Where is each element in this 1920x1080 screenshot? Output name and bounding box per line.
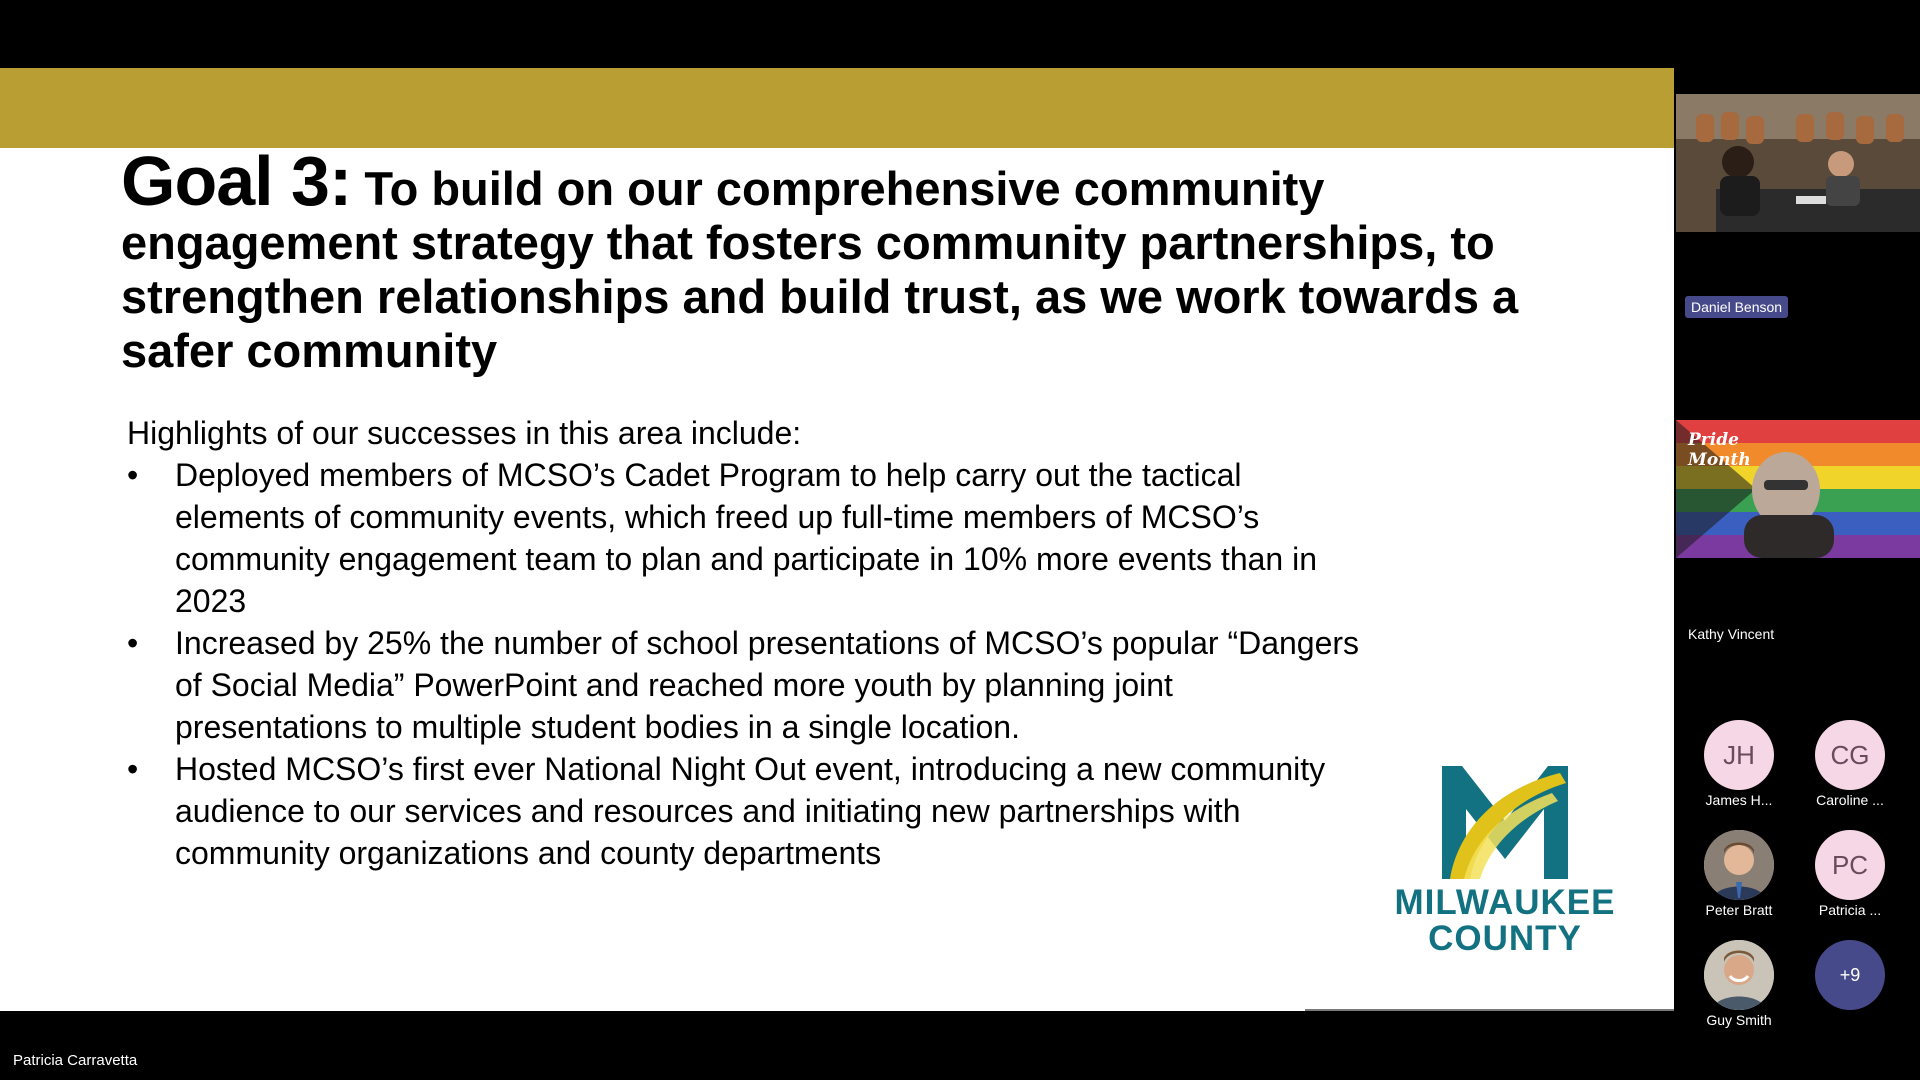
- bullet-text: Hosted MCSO’s first ever National Night Out event, introducing a new community audience to our services and resources and initiating new partnerships with community organizations and county departments: [175, 751, 1326, 871]
- goal-label: Goal 3:: [121, 142, 352, 220]
- avatar: [1704, 830, 1774, 900]
- avatar: PC: [1815, 830, 1885, 900]
- presenter-name-label: Patricia Carravetta: [13, 1052, 138, 1069]
- avatar: [1704, 940, 1774, 1010]
- bullet-icon: •: [127, 625, 139, 661]
- participant-tile[interactable]: [1795, 720, 1905, 808]
- participant-name: James H...: [1705, 792, 1773, 808]
- pride-month-overlay: [1688, 430, 1751, 470]
- participant-name: Caroline ...: [1816, 792, 1884, 808]
- participant-tile[interactable]: [1684, 940, 1794, 1028]
- participant-video-tile[interactable]: [1676, 94, 1920, 232]
- bullet-icon: •: [127, 457, 139, 493]
- participant-video-tile[interactable]: [1676, 420, 1920, 558]
- list-item: [127, 622, 1367, 748]
- participant-name-badge: Daniel Benson: [1685, 296, 1788, 318]
- participant-tile[interactable]: [1684, 830, 1794, 918]
- logo-line1: MILWAUKEE: [1394, 883, 1616, 922]
- overlay-line: Pride: [1688, 430, 1739, 450]
- slide-divider: [1305, 1009, 1674, 1011]
- bullet-text: Deployed members of MCSO’s Cadet Program to help carry out the tactical elements of community events, which freed up full-time members of MCSO’s community engagement team to plan and participate in 10% more events than in 2023: [175, 457, 1317, 619]
- participant-name: Peter Bratt: [1705, 902, 1773, 918]
- logo-line2: COUNTY: [1428, 919, 1582, 958]
- bullet-icon: •: [127, 751, 139, 787]
- person-photo-icon: [1704, 940, 1774, 1010]
- overlay-line: Month: [1688, 450, 1751, 470]
- participant-name-label: Kathy Vincent: [1688, 626, 1775, 642]
- shared-slide: [0, 68, 1674, 1011]
- county-m-icon: [1380, 761, 1630, 886]
- video-feed-icon: [1676, 94, 1920, 232]
- participant-name: Patricia ...: [1818, 902, 1882, 918]
- highlights-intro: Highlights of our successes in this area include:: [127, 415, 802, 451]
- more-participants-count: +9: [1815, 940, 1885, 1010]
- participant-tile[interactable]: [1795, 830, 1905, 918]
- person-photo-icon: [1704, 830, 1774, 900]
- slide-header-band: [0, 68, 1674, 148]
- slide-title: [121, 142, 1581, 378]
- avatar: JH: [1704, 720, 1774, 790]
- milwaukee-county-logo: [1380, 761, 1630, 961]
- participants-panel: [1674, 0, 1920, 1080]
- goal-text: To build on our comprehensive community engagement strategy that fosters community partnerships, to strengthen relationships and build trust, as we work towards a safer community: [121, 162, 1519, 377]
- more-participants-button[interactable]: [1795, 940, 1905, 1020]
- bullet-text: Increased by 25% the number of school presentations of MCSO’s popular “Dangers of Social Media” PowerPoint and reached more youth by planning joint presentations to multiple student bodies in a single location.: [175, 625, 1360, 745]
- list-item: [127, 748, 1367, 874]
- list-item: [127, 454, 1367, 622]
- avatar: CG: [1815, 720, 1885, 790]
- participant-tile[interactable]: [1684, 720, 1794, 808]
- highlights-list: [127, 454, 1367, 874]
- participant-name: Guy Smith: [1706, 1012, 1772, 1028]
